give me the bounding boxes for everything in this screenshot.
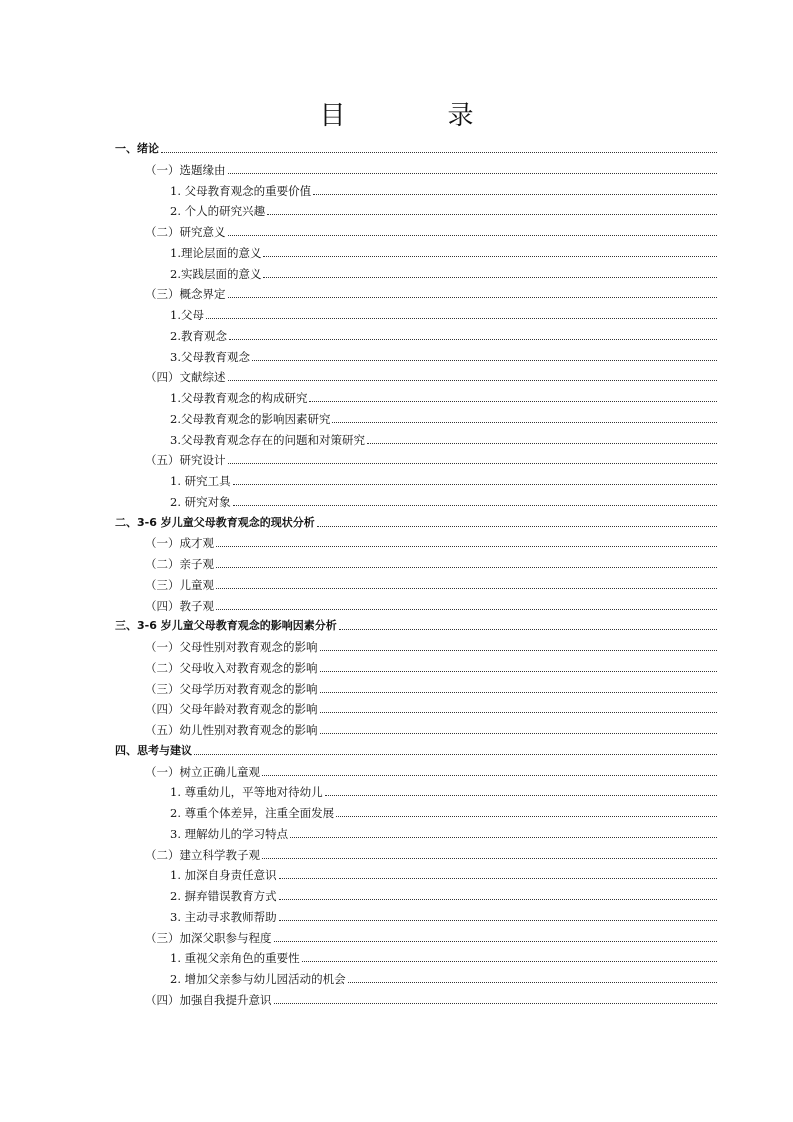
toc-entry-label: （一）成才观 bbox=[145, 536, 214, 551]
toc-entry-label: 3.父母教育观念存在的问题和对策研究 bbox=[170, 432, 365, 447]
toc-entry-level-3[interactable] bbox=[170, 263, 717, 281]
toc-entry-label: 1. 加深自身责任意识 bbox=[170, 868, 277, 883]
dot-leader bbox=[228, 297, 718, 298]
toc-entry-level-2[interactable] bbox=[145, 927, 717, 945]
toc-entry-label: 2.父母教育观念的影响因素研究 bbox=[170, 411, 331, 426]
dot-leader bbox=[228, 380, 718, 381]
toc-entry-level-3[interactable] bbox=[170, 802, 717, 820]
toc-entry-label: 3. 主动寻求教师帮助 bbox=[170, 909, 277, 924]
toc-entry-level-3[interactable] bbox=[170, 180, 717, 198]
toc-entry-level-3[interactable] bbox=[170, 968, 717, 986]
dot-leader bbox=[274, 941, 718, 942]
dot-leader bbox=[229, 339, 717, 340]
toc-entry-label: 1.父母教育观念的构成研究 bbox=[170, 391, 308, 405]
toc-entry-label: 1. 重视父亲角色的重要性 bbox=[170, 951, 300, 966]
toc-entry-label: （二）研究意义 bbox=[145, 225, 226, 239]
toc-entry-level-3[interactable] bbox=[170, 864, 717, 882]
toc-entry-level-2[interactable] bbox=[145, 761, 717, 779]
toc-entry-level-3[interactable] bbox=[170, 491, 717, 509]
toc-entry-label: （一）选题缘由 bbox=[145, 162, 226, 177]
dot-leader bbox=[263, 277, 717, 278]
dot-leader bbox=[262, 775, 717, 776]
dot-leader bbox=[279, 920, 717, 921]
toc-entry-label: （二）建立科学教子观 bbox=[145, 847, 260, 862]
toc-entry-level-3[interactable] bbox=[170, 325, 717, 343]
toc-entry-label: （二）亲子观 bbox=[145, 557, 214, 571]
toc-entry-label: 3.父母教育观念 bbox=[170, 349, 250, 364]
toc-entry-label: （一）父母性别对教育观念的影响 bbox=[145, 640, 318, 654]
toc-entry-label: 2. 增加父亲参与幼儿园活动的机会 bbox=[170, 972, 346, 986]
toc-entry-level-3[interactable] bbox=[170, 408, 717, 426]
toc-entry-level-3[interactable] bbox=[170, 200, 717, 218]
dot-leader bbox=[263, 256, 717, 257]
toc-entry-level-3[interactable] bbox=[170, 429, 717, 447]
toc-entry-label: （五）幼儿性别对教育观念的影响 bbox=[145, 723, 318, 737]
dot-leader bbox=[320, 692, 718, 693]
dot-leader bbox=[228, 173, 718, 174]
dot-leader bbox=[320, 733, 718, 734]
dot-leader bbox=[194, 754, 717, 755]
dot-leader bbox=[320, 650, 718, 651]
toc-entry-level-3[interactable] bbox=[170, 304, 717, 322]
toc-entry-label: （四）文献综述 bbox=[145, 370, 226, 385]
toc-entry-level-3[interactable] bbox=[170, 947, 717, 965]
toc-entry-level-3[interactable] bbox=[170, 885, 717, 903]
dot-leader bbox=[206, 318, 717, 319]
dot-leader bbox=[279, 899, 717, 900]
dot-leader bbox=[279, 878, 717, 879]
toc-entry-level-3[interactable] bbox=[170, 387, 717, 405]
toc-entry-label: （一）树立正确儿童观 bbox=[145, 764, 260, 779]
toc-entry-level-2[interactable] bbox=[145, 678, 717, 696]
dot-leader bbox=[332, 422, 717, 423]
page-title: 目 录 bbox=[319, 101, 512, 131]
toc-entry-level-2[interactable] bbox=[145, 553, 717, 571]
toc-entry-level-2[interactable] bbox=[145, 366, 717, 384]
toc-entry-label: 3. 理解幼儿的学习特点 bbox=[170, 826, 289, 841]
toc-entry-level-3[interactable] bbox=[170, 823, 717, 841]
dot-leader bbox=[320, 671, 718, 672]
toc-entry-level-2[interactable] bbox=[145, 636, 717, 654]
toc-entry-level-2[interactable] bbox=[145, 574, 717, 592]
toc-entry-label: （四）加强自我提升意识 bbox=[145, 992, 272, 1007]
dot-leader bbox=[252, 360, 717, 361]
toc-entry-label: （三）父母学历对教育观念的影响 bbox=[145, 681, 318, 696]
toc-entry-level-1[interactable] bbox=[115, 138, 717, 156]
toc-entry-label: 一、绪论 bbox=[115, 142, 159, 155]
dot-leader bbox=[216, 567, 717, 568]
toc-entry-label: （三）儿童观 bbox=[145, 577, 214, 592]
dot-leader bbox=[233, 484, 717, 485]
dot-leader bbox=[367, 443, 717, 444]
toc-entry-level-1[interactable] bbox=[115, 512, 717, 530]
toc-entry-label: 2.教育观念 bbox=[170, 328, 227, 343]
toc-entry-level-3[interactable] bbox=[170, 242, 717, 260]
toc-entry-label: 1.父母 bbox=[170, 308, 204, 322]
toc-entry-label: 2. 摒弃错误教育方式 bbox=[170, 889, 277, 903]
toc-entry-label: （三）加深父职参与程度 bbox=[145, 930, 272, 945]
toc-entry-level-3[interactable] bbox=[170, 470, 717, 488]
toc-entry-label: （四）教子观 bbox=[145, 598, 214, 613]
toc-entry-level-2[interactable] bbox=[145, 698, 717, 716]
toc-entry-level-1[interactable] bbox=[115, 615, 717, 633]
dot-leader bbox=[216, 588, 717, 589]
dot-leader bbox=[216, 609, 717, 610]
toc-entry-level-2[interactable] bbox=[145, 844, 717, 862]
toc-entry-label: 2.实践层面的意义 bbox=[170, 266, 262, 281]
toc-entry-label: 三、3-6 岁儿童父母教育观念的影响因素分析 bbox=[115, 619, 337, 633]
toc-entry-level-2[interactable] bbox=[145, 532, 717, 550]
toc-entry-label: （四）父母年龄对教育观念的影响 bbox=[145, 702, 318, 717]
dot-leader bbox=[161, 152, 717, 153]
toc-entry-level-3[interactable] bbox=[170, 346, 717, 364]
dot-leader bbox=[348, 982, 717, 983]
toc-entry-label: 1.理论层面的意义 bbox=[170, 245, 262, 260]
toc-entry-level-2[interactable] bbox=[145, 449, 717, 467]
toc-entry-label: 1. 父母教育观念的重要价值 bbox=[170, 183, 312, 198]
dot-leader bbox=[267, 214, 717, 215]
toc-entry-level-3[interactable] bbox=[170, 781, 717, 799]
toc-entry-level-2[interactable] bbox=[145, 159, 717, 177]
toc-entry-level-2[interactable] bbox=[145, 657, 717, 675]
toc-entry-level-2[interactable] bbox=[145, 283, 717, 301]
dot-leader bbox=[216, 546, 717, 547]
dot-leader bbox=[317, 526, 717, 527]
dot-leader bbox=[336, 816, 717, 817]
dot-leader bbox=[290, 837, 717, 838]
dot-leader bbox=[339, 629, 717, 630]
toc-entry-label: 2. 研究对象 bbox=[170, 494, 231, 509]
dot-leader bbox=[228, 463, 718, 464]
toc-entry-level-3[interactable] bbox=[170, 906, 717, 924]
dot-leader bbox=[233, 505, 717, 506]
toc-entry-label: （五）研究设计 bbox=[145, 453, 226, 468]
toc-entry-label: 2. 个人的研究兴趣 bbox=[170, 204, 266, 219]
toc-entry-label: 1. 研究工具 bbox=[170, 474, 231, 488]
toc-entry-label: 二、3-6 岁儿童父母教育观念的现状分析 bbox=[115, 515, 315, 529]
toc-entry-level-2[interactable] bbox=[145, 221, 717, 239]
dot-leader bbox=[313, 194, 717, 195]
toc-entry-label: 四、思考与建议 bbox=[115, 743, 192, 757]
dot-leader bbox=[274, 1003, 718, 1004]
toc-entry-level-2[interactable] bbox=[145, 989, 717, 1007]
toc-entry-level-2[interactable] bbox=[145, 595, 717, 613]
toc-entry-label: （三）概念界定 bbox=[145, 287, 226, 302]
dot-leader bbox=[228, 235, 718, 236]
toc-entry-level-1[interactable] bbox=[115, 740, 717, 758]
toc-entry-label: （二）父母收入对教育观念的影响 bbox=[145, 660, 318, 675]
toc-entry-label: 1. 尊重幼儿，平等地对待幼儿 bbox=[170, 785, 323, 800]
toc-entry-level-2[interactable] bbox=[145, 719, 717, 737]
dot-leader bbox=[320, 712, 718, 713]
toc-entry-label: 2. 尊重个体差异，注重全面发展 bbox=[170, 806, 335, 820]
dot-leader bbox=[325, 795, 717, 796]
dot-leader bbox=[309, 401, 717, 402]
dot-leader bbox=[262, 858, 717, 859]
dot-leader bbox=[302, 961, 717, 962]
